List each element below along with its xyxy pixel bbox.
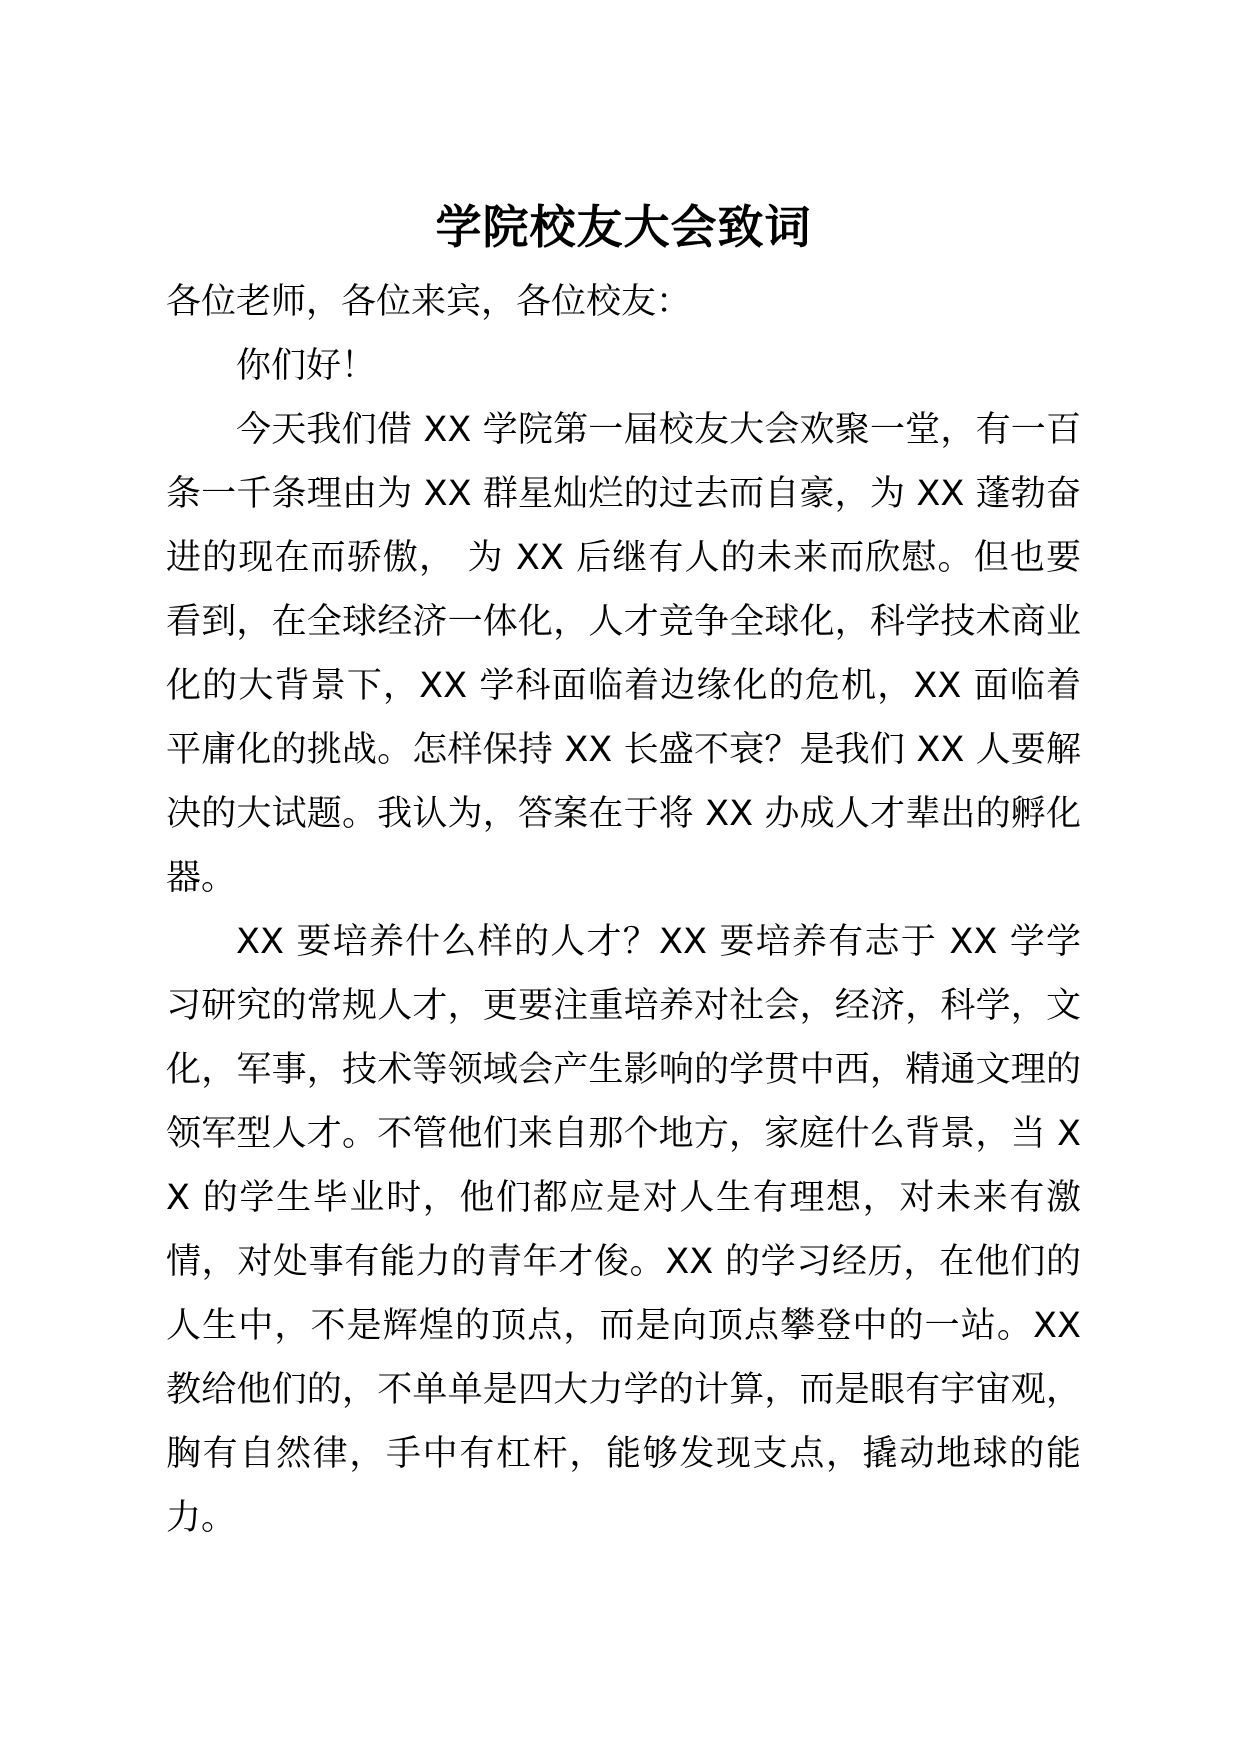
document-title: 学院校友大会致词 <box>435 200 812 254</box>
salutation: 各位老师，各位来宾，各位校友： <box>166 282 692 322</box>
paragraph-1: 今天我们借 XX 学院第一届校友大会欢聚一堂，有一百条一千条理由为 XX 群星灿烂的过去而自豪，为 XX 蓬勃奋进的现在而骄傲， 为 XX 后继有人的未来而欣慰。但也要看到，在全球经济一体化，人才竞争全球化，科学技术商业化的大背景下，XX 学科面临着边缘化的危机，XX 面临着平庸化的挑战。怎样保持 XX 长盛不衰？是我们 XX 人要解决的大试题。我认为，答案在于将 XX 办成人才辈出的孵化器。 <box>166 410 1081 898</box>
greeting: 你们好！ <box>236 346 377 386</box>
document-page <box>166 196 1081 1550</box>
paragraph-2: XX 要培养什么样的人才？XX 要培养有志于 XX 学学习研究的常规人才，更要注重培养对社会，经济，科学，文化，军事，技术等领域会产生影响的学贯中西，精通文理的领军型人才。不管他们来自那个地方，家庭什么背景，当 XX 的学生毕业时，他们都应是对人生有理想，对未来有激情，对处事有能力的青年才俊。XX 的学习经历，在他们的人生中，不是辉煌的顶点，而是向顶点攀登中的一站。XX 教给他们的，不单单是四大力学的计算，而是眼有宇宙观，胸有自然律，手中有杠杆，能够发现支点，撬动地球的能力。 <box>166 922 1081 1538</box>
